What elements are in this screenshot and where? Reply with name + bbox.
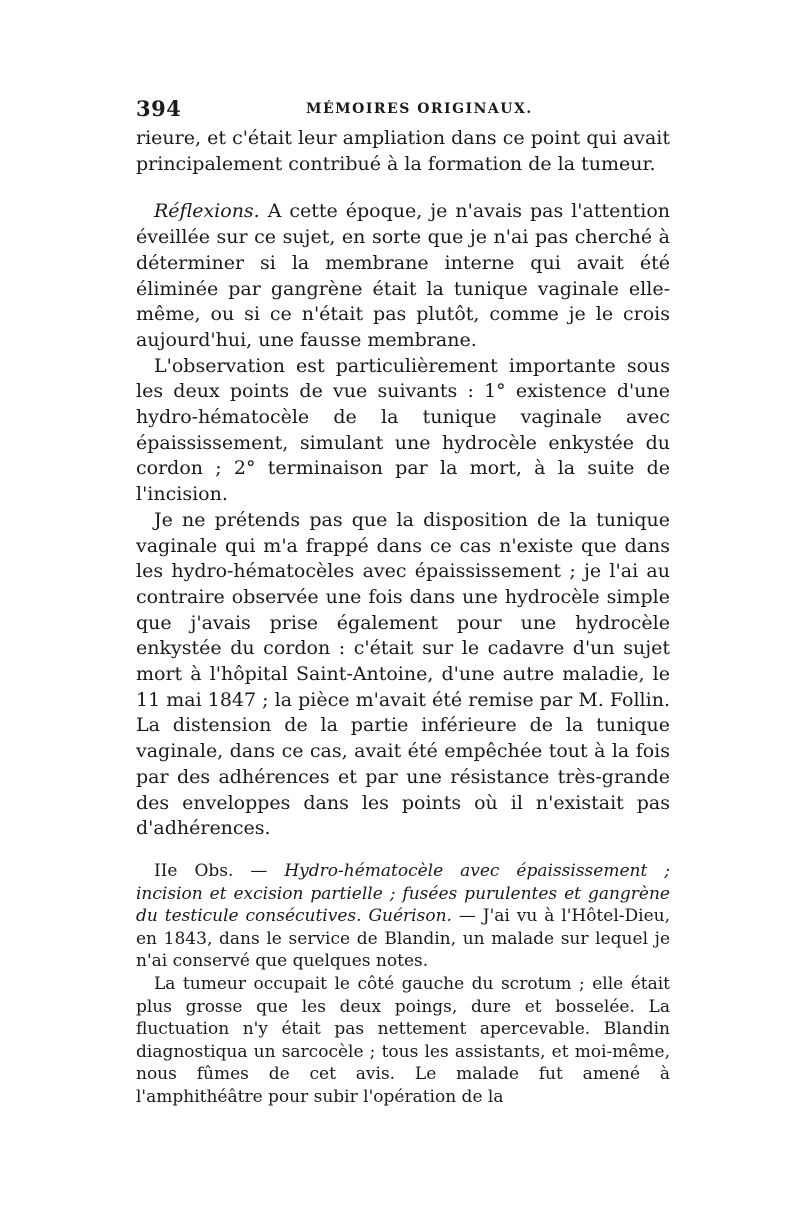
observation-number: IIe Obs. xyxy=(154,860,234,881)
reflexions-text: A cette époque, je n'avais pas l'attention éveillée sur ce sujet, en sorte que je n'ai pas cherché à déterminer si la membrane interne qui avait été éliminée par gangrène était la tunique vaginale elle-même, ou si ce n'était pas plutôt, comme je le crois aujourd'hui, une fausse membrane. xyxy=(136,200,670,351)
paragraph-continuation: rieure, et c'était leur ampliation dans ce point qui avait principalement contribué à la formation de la tumeur. xyxy=(136,127,670,175)
paragraph-observation: L'observation est particulièrement importante sous les deux points de vue suivants : 1° existence d'une hydro-hématocèle de la tunique vaginale avec épaississement, simulant une hydrocèle enkystée du cordon ; 2° terminaison par la mort, à la suite de l'incision. xyxy=(136,354,670,506)
observation-dash: — xyxy=(233,860,285,881)
paragraph-reflexions xyxy=(136,199,670,353)
paragraph-second-observation xyxy=(136,860,670,973)
running-title: MÉMOIRES ORIGINAUX. xyxy=(306,101,533,117)
paragraph-disposition: Je ne prétends pas que la disposition de la tunique vaginale qui m'a frappé dans ce cas n'existe que dans les hydro-hématocèles avec épaississement ; je l'ai au contraire observée une fois dans une hydrocèle simple que j'avais prise également pour une hydrocèle enkystée du cordon : c'était sur le cadavre d'un sujet mort à l'hôpital Saint-Antoine, d'une autre maladie, le 11 mai 1847 ; la pièce m'avait été remise par M. Follin. La distension de la partie inférieure de la tunique vaginale, dans ce cas, avait été empêchée tout à la fois par des adhérences et par une résistance très-grande des enveloppes dans les points où il n'existait pas d'adhérences. xyxy=(136,508,670,840)
page-header xyxy=(136,96,670,130)
page-number: 394 xyxy=(136,96,182,121)
observation-title: Hydro-hématocèle avec épaississement ; incision et excision partielle ; fusées purulentes et gangrène du testicule consécutives. Guérison. xyxy=(136,860,670,927)
paragraph-tumeur: La tumeur occupait le côté gauche du scrotum ; elle était plus grosse que les deux poings, dure et bosselée. La fluctuation n'y était pas nettement apercevable. Blandin diagnostiqua un sarcocèle ; tous les assistants, et moi-même, nous fûmes de cet avis. Le malade fut amené à l'amphithéâtre pour subir l'opération de la xyxy=(136,973,670,1107)
reflexions-label: Réflexions. xyxy=(154,200,260,223)
observation-text: — J'ai vu à l'Hôtel-Dieu, en 1843, dans le service de Blandin, un malade sur lequel je n'ai conservé que quelques notes. xyxy=(136,906,670,972)
page-body xyxy=(136,126,670,1109)
